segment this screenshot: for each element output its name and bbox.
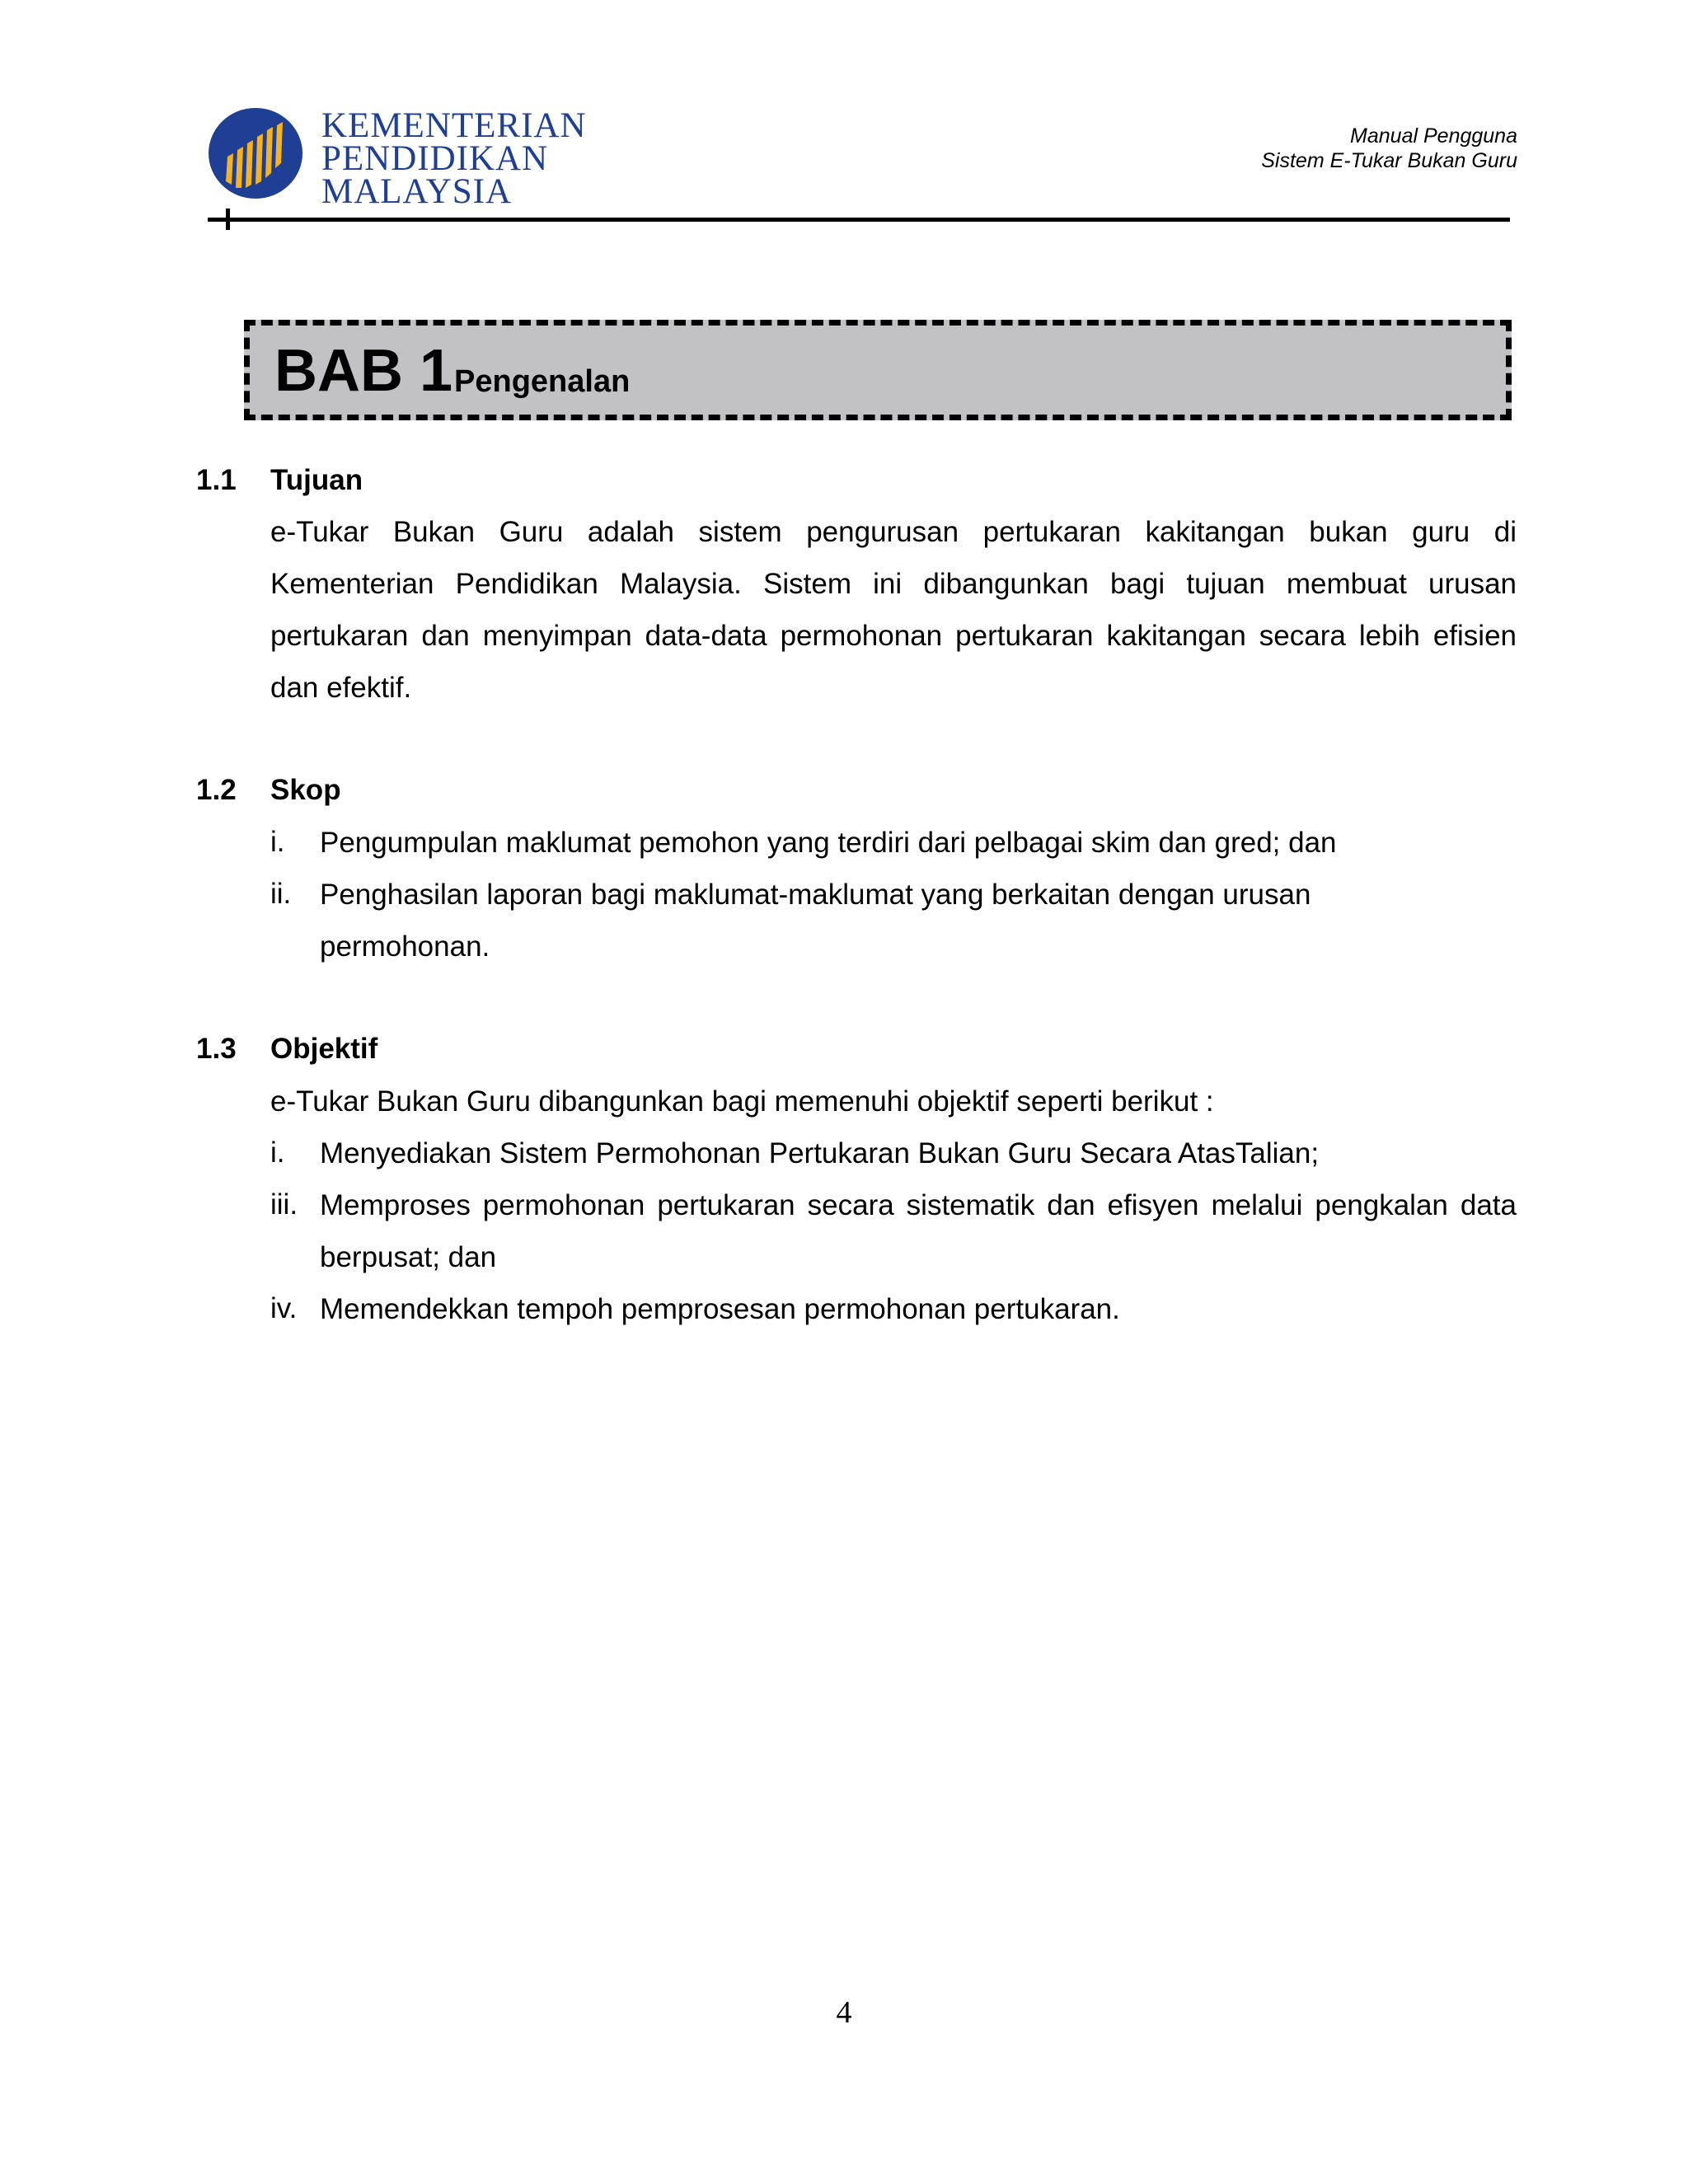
chapter-banner [244, 320, 1512, 420]
logo-text-line-3: MALAYSIA [321, 172, 512, 211]
header-divider-tick [226, 209, 230, 230]
list-item: Memproses permohonan pertukaran secara sistematik dan efisyen melalui pengkalan data berpusat; dan [320, 1189, 1517, 1273]
doc-subtitle: Sistem E-Tukar Bukan Guru [1261, 149, 1517, 172]
list-item-marker: i. [270, 1137, 285, 1169]
doc-title: Manual Pengguna [1350, 124, 1517, 148]
kpm-emblem-icon [206, 105, 307, 201]
section-number-1-3: 1.3 [196, 1033, 237, 1065]
list-item: Memendekkan tempoh pemprosesan permohonan pertukaran. [320, 1293, 1120, 1325]
logo-text-line-1: KEMENTERIAN [321, 106, 587, 145]
section-title-objektif: Objektif [270, 1033, 378, 1065]
list-item-marker: ii. [270, 878, 292, 910]
header-divider [208, 218, 1510, 222]
section-number-1-2: 1.2 [196, 774, 237, 806]
chapter-number: BAB 1 [274, 338, 453, 404]
logo-text-line-2: PENDIDIKAN [321, 139, 549, 178]
section-body-tujuan: e-Tukar Bukan Guru adalah sistem pengurusan pertukaran kakitangan bukan guru di Kementerian Pendidikan Malaysia. Sistem ini dibangunkan bagi tujuan membuat urusan pertukaran dan menyimpan data-data permohonan pertukaran kakitangan secara lebih efisien dan efektif. [270, 516, 1517, 704]
list-item: Penghasilan laporan bagi maklumat-maklumat yang berkaitan dengan urusan permohonan. [320, 879, 1311, 963]
section-title-tujuan: Tujuan [270, 464, 363, 496]
section-intro-objektif: e-Tukar Bukan Guru dibangunkan bagi memenuhi objektif seperti berikut : [270, 1085, 1214, 1118]
document-header [1261, 124, 1517, 173]
section-title-skop: Skop [270, 774, 341, 806]
list-item: Menyediakan Sistem Permohonan Pertukaran Bukan Guru Secara AtasTalian; [320, 1137, 1320, 1169]
list-item: Pengumpulan maklumat pemohon yang terdiri dari pelbagai skim dan gred; dan [320, 827, 1337, 859]
section-number-1-1: 1.1 [196, 464, 237, 496]
ministry-logo [206, 105, 587, 211]
chapter-title: Pengenalan [454, 364, 631, 399]
list-item-marker: i. [270, 826, 285, 858]
list-item-marker: iii. [270, 1188, 298, 1221]
page-number: 4 [836, 1995, 852, 2030]
list-item-marker: iv. [270, 1292, 298, 1324]
